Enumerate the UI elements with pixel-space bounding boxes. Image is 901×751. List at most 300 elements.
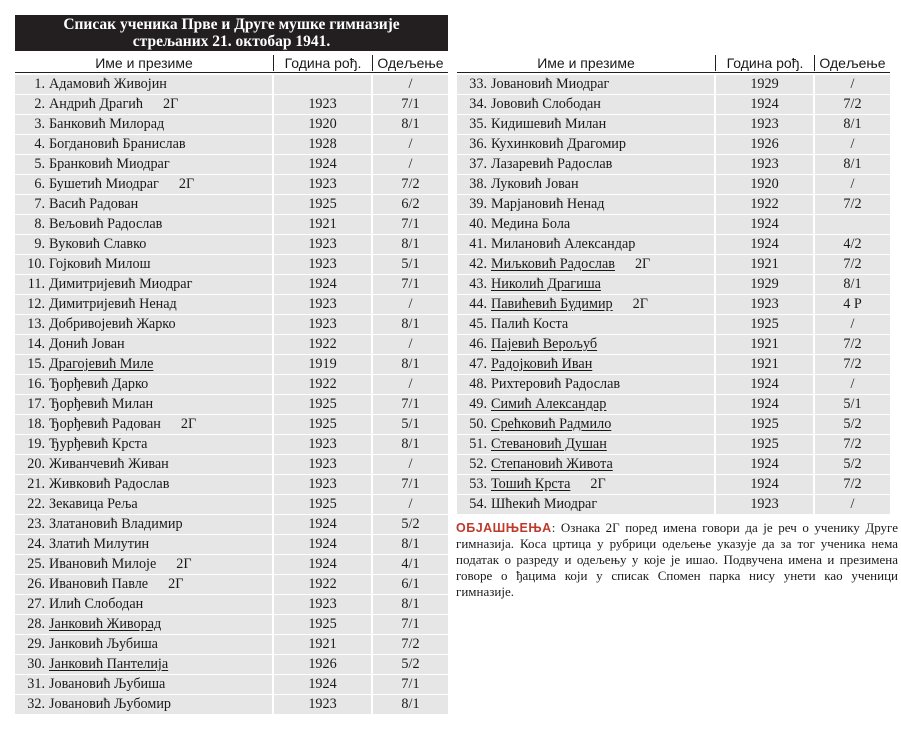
cell-class: 8/1: [401, 436, 420, 452]
table-row: [457, 95, 890, 114]
cell-number: 43.: [469, 276, 487, 292]
cell-class: 7/2: [843, 336, 862, 352]
cell-student: [457, 335, 714, 354]
cell-year: 1929: [750, 76, 779, 92]
table-row: [457, 295, 890, 314]
cell-student: [457, 75, 714, 94]
cell-year: 1926: [750, 136, 779, 152]
cell-name: Димитријевић Миодраг: [49, 276, 193, 292]
cell-name: Димитријевић Ненад: [49, 296, 177, 312]
cell-student: [457, 435, 714, 454]
table-row: [15, 455, 448, 474]
cell-student: [15, 275, 272, 294]
cell-number: 2.: [34, 96, 45, 112]
header-rule: [457, 72, 890, 73]
cell-class: 5/2: [843, 416, 862, 432]
cell-class: 8/1: [401, 536, 420, 552]
cell-name: Јанковић Љубиша: [49, 636, 158, 652]
cell-year: 1924: [308, 536, 337, 552]
cell-number: 42.: [469, 256, 487, 272]
cell-name: Донић Јован: [49, 336, 125, 352]
cell-number: 13.: [27, 316, 45, 332]
cell-class: /: [408, 76, 413, 92]
cell-year: 1921: [750, 256, 779, 272]
table-row: [457, 275, 890, 294]
cell-year: 1924: [750, 376, 779, 392]
cell-class: /: [408, 136, 413, 152]
explanation-note: [456, 520, 898, 600]
cell-student: [15, 75, 272, 94]
table-row: [15, 75, 448, 94]
cell-name: Шћекић Миодраг: [491, 496, 598, 512]
cell-name: Ђорђевић Дарко: [49, 376, 149, 392]
table-row: [457, 215, 890, 234]
second-gymnasium-mark: 2Г: [590, 476, 606, 492]
cell-number: 34.: [469, 96, 487, 112]
cell-name: Ђорђевић Радован: [49, 416, 161, 432]
table-row: [15, 435, 448, 454]
table-row: [15, 515, 448, 534]
cell-student: [15, 595, 272, 614]
cell-name: Медина Бола: [491, 216, 571, 232]
cell-name: Кидишевић Милан: [491, 116, 607, 132]
table-header: [15, 53, 448, 73]
table-row: [457, 255, 890, 274]
cell-name: Јовановић Љубиша: [49, 676, 166, 692]
cell-class: [815, 215, 890, 234]
cell-name: Јанковић Живорад: [49, 616, 162, 632]
cell-year: 1924: [750, 476, 779, 492]
cell-class: /: [850, 176, 855, 192]
cell-number: 51.: [469, 436, 487, 452]
cell-number: 39.: [469, 196, 487, 212]
cell-year: 1923: [308, 476, 337, 492]
cell-student: [457, 395, 714, 414]
cell-class: 7/2: [843, 436, 862, 452]
cell-class: 7/2: [843, 256, 862, 272]
cell-year: 1923: [308, 696, 337, 712]
cell-student: [457, 155, 714, 174]
cell-name: Адамовић Живојин: [49, 76, 167, 92]
cell-student: [15, 95, 272, 114]
cell-student: [15, 415, 272, 434]
cell-name: Ивановић Павле: [49, 576, 149, 592]
table-row: [457, 475, 890, 494]
cell-class: /: [850, 76, 855, 92]
cell-student: [457, 455, 714, 474]
cell-number: 50.: [469, 416, 487, 432]
cell-name: Златић Милутин: [49, 536, 150, 552]
cell-name: Гојковић Милош: [49, 256, 151, 272]
cell-year: 1923: [308, 176, 337, 192]
cell-class: 8/1: [401, 316, 420, 332]
cell-number: 18.: [27, 416, 45, 432]
table-row: [15, 175, 448, 194]
cell-number: 40.: [469, 216, 487, 232]
cell-student: [457, 115, 714, 134]
cell-number: 33.: [469, 76, 487, 92]
cell-student: [457, 415, 714, 434]
student-table-right: [457, 53, 890, 513]
table-row: [15, 655, 448, 674]
cell-student: [15, 475, 272, 494]
cell-name: Палић Коста: [491, 316, 569, 332]
cell-year: 1922: [750, 196, 779, 212]
table-title: [15, 15, 448, 51]
cell-name: Рихтеровић Радослав: [491, 376, 621, 392]
cell-class: 8/1: [401, 596, 420, 612]
cell-name: Илић Слободан: [49, 596, 144, 612]
cell-class: 7/1: [401, 676, 420, 692]
cell-number: 30.: [27, 656, 45, 672]
explanation-label: ОБЈАШЊЕЊА: [456, 521, 552, 535]
cell-year: 1929: [750, 276, 779, 292]
cell-student: [457, 95, 714, 114]
cell-student: [457, 355, 714, 374]
cell-number: 6.: [34, 176, 45, 192]
cell-student: [15, 355, 272, 374]
cell-number: 52.: [469, 456, 487, 472]
cell-student: [457, 295, 714, 314]
cell-class: 8/1: [843, 276, 862, 292]
cell-number: 12.: [27, 296, 45, 312]
cell-student: [15, 215, 272, 234]
cell-student: [15, 555, 272, 574]
cell-class: 7/1: [401, 276, 420, 292]
table-row: [15, 335, 448, 354]
cell-class: 7/1: [401, 476, 420, 492]
cell-year: 1923: [750, 156, 779, 172]
cell-student: [15, 495, 272, 514]
table-row: [15, 395, 448, 414]
cell-year: 1921: [308, 216, 337, 232]
second-gymnasium-mark: 2Г: [632, 296, 648, 312]
cell-class: 4/2: [843, 236, 862, 252]
cell-name: Стевановић Душан: [491, 436, 607, 452]
cell-number: 22.: [27, 496, 45, 512]
table-row: [15, 535, 448, 554]
cell-number: 27.: [27, 596, 45, 612]
cell-number: 26.: [27, 576, 45, 592]
cell-year: 1924: [308, 276, 337, 292]
cell-number: 46.: [469, 336, 487, 352]
cell-class: 8/1: [401, 236, 420, 252]
cell-number: 17.: [27, 396, 45, 412]
cell-class: /: [408, 496, 413, 512]
cell-number: 54.: [469, 496, 487, 512]
second-gymnasium-mark: 2Г: [176, 556, 192, 572]
header-name: Име и презиме: [95, 55, 193, 71]
table-row: [15, 115, 448, 134]
cell-name: Пајевић Верољуб: [491, 336, 598, 352]
cell-student: [15, 435, 272, 454]
second-gymnasium-mark: 2Г: [634, 256, 651, 272]
cell-student: [15, 295, 272, 314]
cell-name: Живковић Радослав: [49, 476, 170, 492]
cell-name: Луковић Јован: [491, 176, 579, 192]
cell-student: [15, 115, 272, 134]
cell-number: 28.: [27, 616, 45, 632]
cell-year: 1923: [308, 316, 337, 332]
cell-name: Добривојевић Жарко: [49, 316, 176, 332]
cell-student: [15, 675, 272, 694]
cell-name: Вељовић Радослав: [49, 216, 163, 232]
table-row: [457, 335, 890, 354]
cell-name: Милановић Александар: [491, 236, 636, 252]
table-row: [15, 315, 448, 334]
cell-name: Ђурђевић Крста: [49, 436, 148, 452]
cell-name: Васић Радован: [49, 196, 139, 212]
cell-class: 8/1: [843, 156, 862, 172]
cell-student: [15, 155, 272, 174]
cell-student: [457, 175, 714, 194]
cell-name: Јанковић Пантелија: [49, 656, 169, 672]
cell-year: 1924: [308, 156, 337, 172]
table-row: [15, 355, 448, 374]
cell-name: Ђорђевић Милан: [49, 396, 154, 412]
table-row: [15, 255, 448, 274]
cell-year: 1922: [308, 376, 337, 392]
cell-number: 16.: [27, 376, 45, 392]
table-row: [457, 375, 890, 394]
cell-number: 4.: [34, 136, 45, 152]
cell-number: 1.: [34, 76, 45, 92]
cell-name: Златановић Владимир: [49, 516, 183, 532]
student-table-left: [15, 53, 448, 713]
cell-number: 8.: [34, 216, 45, 232]
table-row: [15, 375, 448, 394]
cell-number: 37.: [469, 156, 487, 172]
cell-number: 3.: [34, 116, 45, 132]
cell-year: 1921: [308, 636, 337, 652]
cell-year: 1923: [750, 116, 779, 132]
explanation-text: : Ознака 2Г поред имена говори да је реч о ученику Друге гимназија. Коса цртица у рубрици одељење указује да за тог ученика нема податак о разреду и одељењу у које је ишао. Подвучена имена и презимена говоре о ђацима који у списак Спомен парка нису унети као ученици гимназије.: [456, 520, 898, 599]
cell-year: 1921: [750, 336, 779, 352]
cell-class: 5/1: [843, 396, 862, 412]
cell-name: Јовановић Љубомир: [49, 696, 172, 712]
cell-number: 14.: [27, 336, 45, 352]
cell-name: Степановић Живота: [491, 456, 613, 472]
cell-year: 1925: [308, 396, 337, 412]
cell-student: [457, 135, 714, 154]
second-gymnasium-mark: 2Г: [178, 176, 195, 192]
cell-name: Лазаревић Радослав: [491, 156, 613, 172]
cell-class: /: [850, 136, 855, 152]
cell-year: [274, 75, 371, 94]
cell-number: 24.: [27, 536, 45, 552]
cell-number: 53.: [469, 476, 487, 492]
second-gymnasium-mark: 2Г: [168, 576, 184, 592]
table-row: [15, 495, 448, 514]
header-year: Година рођ.: [726, 55, 804, 71]
cell-name: Банковић Милорад: [49, 116, 165, 132]
cell-year: 1923: [308, 436, 337, 452]
table-row: [457, 235, 890, 254]
cell-student: [15, 455, 272, 474]
cell-name: Симић Александар: [491, 396, 607, 412]
table-row: [457, 175, 890, 194]
cell-student: [457, 375, 714, 394]
cell-number: 32.: [27, 696, 45, 712]
cell-class: /: [850, 496, 855, 512]
title-line-1: Списак ученика Прве и Друге мушке гимназије: [63, 16, 400, 33]
cell-student: [457, 475, 714, 494]
cell-name: Живанчевић Живан: [49, 456, 169, 472]
cell-name: Павићевић Будимир: [491, 296, 613, 312]
cell-number: 15.: [27, 356, 45, 372]
table-row: [15, 215, 448, 234]
table-row: [457, 455, 890, 474]
cell-number: 25.: [27, 556, 45, 572]
cell-name: Тошић Крста: [491, 476, 571, 492]
cell-name: Кухинковић Драгомир: [491, 136, 626, 152]
table-row: [457, 115, 890, 134]
cell-student: [15, 575, 272, 594]
table-row: [15, 675, 448, 694]
cell-name: Драгојевић Миле: [49, 356, 154, 372]
table-row: [15, 195, 448, 214]
cell-class: 7/2: [843, 476, 862, 492]
cell-year: 1925: [308, 616, 337, 632]
cell-year: 1924: [750, 236, 779, 252]
cell-year: 1924: [750, 96, 779, 112]
table-row: [457, 135, 890, 154]
cell-year: 1924: [308, 556, 337, 572]
table-row: [15, 135, 448, 154]
cell-class: /: [408, 456, 413, 472]
table-header: [457, 53, 890, 73]
table-row: [15, 595, 448, 614]
cell-name: Миљковић Радослав: [491, 256, 615, 272]
cell-student: [457, 235, 714, 254]
cell-name: Ивановић Милоје: [49, 556, 157, 572]
cell-student: [15, 395, 272, 414]
cell-year: 1922: [308, 576, 337, 592]
table-row: [15, 695, 448, 714]
header-year: Година рођ.: [284, 55, 362, 71]
cell-year: 1923: [308, 596, 337, 612]
header-class: Одељење: [377, 55, 444, 71]
cell-name: Срећковић Радмило: [491, 416, 612, 432]
cell-student: [15, 635, 272, 654]
second-gymnasium-mark: 2Г: [162, 96, 179, 112]
cell-year: 1923: [308, 296, 337, 312]
cell-year: 1925: [750, 316, 779, 332]
cell-class: 5/1: [401, 256, 420, 272]
cell-name: Бранковић Миодраг: [49, 156, 170, 172]
cell-number: 7.: [34, 196, 45, 212]
cell-number: 31.: [27, 676, 45, 692]
cell-class: /: [408, 336, 413, 352]
cell-number: 10.: [27, 256, 45, 272]
cell-year: 1925: [750, 416, 779, 432]
cell-year: 1924: [308, 516, 337, 532]
table-row: [15, 475, 448, 494]
cell-number: 35.: [469, 116, 487, 132]
cell-year: 1923: [308, 96, 337, 112]
cell-year: 1921: [750, 356, 779, 372]
cell-year: 1926: [308, 656, 337, 672]
cell-student: [15, 535, 272, 554]
table-row: [457, 395, 890, 414]
cell-student: [457, 495, 714, 514]
cell-number: 20.: [27, 456, 45, 472]
table-row: [457, 195, 890, 214]
cell-student: [15, 255, 272, 274]
cell-number: 11.: [27, 276, 45, 292]
cell-student: [15, 195, 272, 214]
cell-class: 5/2: [401, 656, 420, 672]
cell-class: /: [408, 156, 413, 172]
cell-year: 1923: [308, 256, 337, 272]
header-rule: [15, 72, 448, 73]
cell-name: Николић Драгиша: [491, 276, 601, 292]
cell-class: 7/2: [843, 196, 862, 212]
cell-student: [457, 255, 714, 274]
cell-class: 4/1: [401, 556, 420, 572]
table-row: [457, 155, 890, 174]
table-row: [15, 415, 448, 434]
table-row: [15, 295, 448, 314]
cell-student: [457, 315, 714, 334]
cell-number: 36.: [469, 136, 487, 152]
table-row: [457, 495, 890, 514]
cell-number: 45.: [469, 316, 487, 332]
cell-number: 29.: [27, 636, 45, 652]
cell-class: /: [850, 316, 855, 332]
cell-student: [457, 195, 714, 214]
cell-year: 1924: [750, 456, 779, 472]
cell-name: Вуковић Славко: [49, 236, 147, 252]
cell-class: 7/2: [843, 96, 862, 112]
cell-year: 1928: [308, 136, 337, 152]
cell-name: Радојковић Иван: [491, 356, 593, 372]
table-row: [457, 75, 890, 94]
cell-class: 5/2: [843, 456, 862, 472]
second-gymnasium-mark: 2Г: [180, 416, 197, 432]
cell-class: 8/1: [843, 116, 862, 132]
cell-class: 7/2: [401, 176, 420, 192]
cell-name: Марјановић Ненад: [491, 196, 605, 212]
cell-number: 9.: [34, 236, 45, 252]
cell-class: 4 Р: [843, 296, 862, 312]
cell-class: 7/2: [401, 636, 420, 652]
cell-year: 1925: [750, 436, 779, 452]
cell-name: Јововић Слободан: [491, 96, 601, 112]
table-row: [15, 635, 448, 654]
cell-student: [15, 375, 272, 394]
cell-class: 8/1: [401, 696, 420, 712]
cell-student: [15, 235, 272, 254]
cell-number: 49.: [469, 396, 487, 412]
cell-year: 1923: [750, 296, 779, 312]
table-row: [15, 575, 448, 594]
cell-name: Зекавица Реља: [49, 496, 138, 512]
cell-number: 41.: [469, 236, 487, 252]
cell-student: [15, 515, 272, 534]
cell-class: 5/2: [401, 516, 420, 532]
cell-name: Јовановић Миодраг: [491, 76, 610, 92]
cell-year: 1923: [308, 236, 337, 252]
cell-year: 1920: [750, 176, 779, 192]
cell-name: Андрић Драгић: [49, 96, 143, 112]
table-row: [457, 355, 890, 374]
header-class: Одељење: [819, 55, 886, 71]
cell-student: [15, 655, 272, 674]
cell-class: 7/1: [401, 96, 420, 112]
cell-student: [15, 335, 272, 354]
cell-class: /: [850, 376, 855, 392]
